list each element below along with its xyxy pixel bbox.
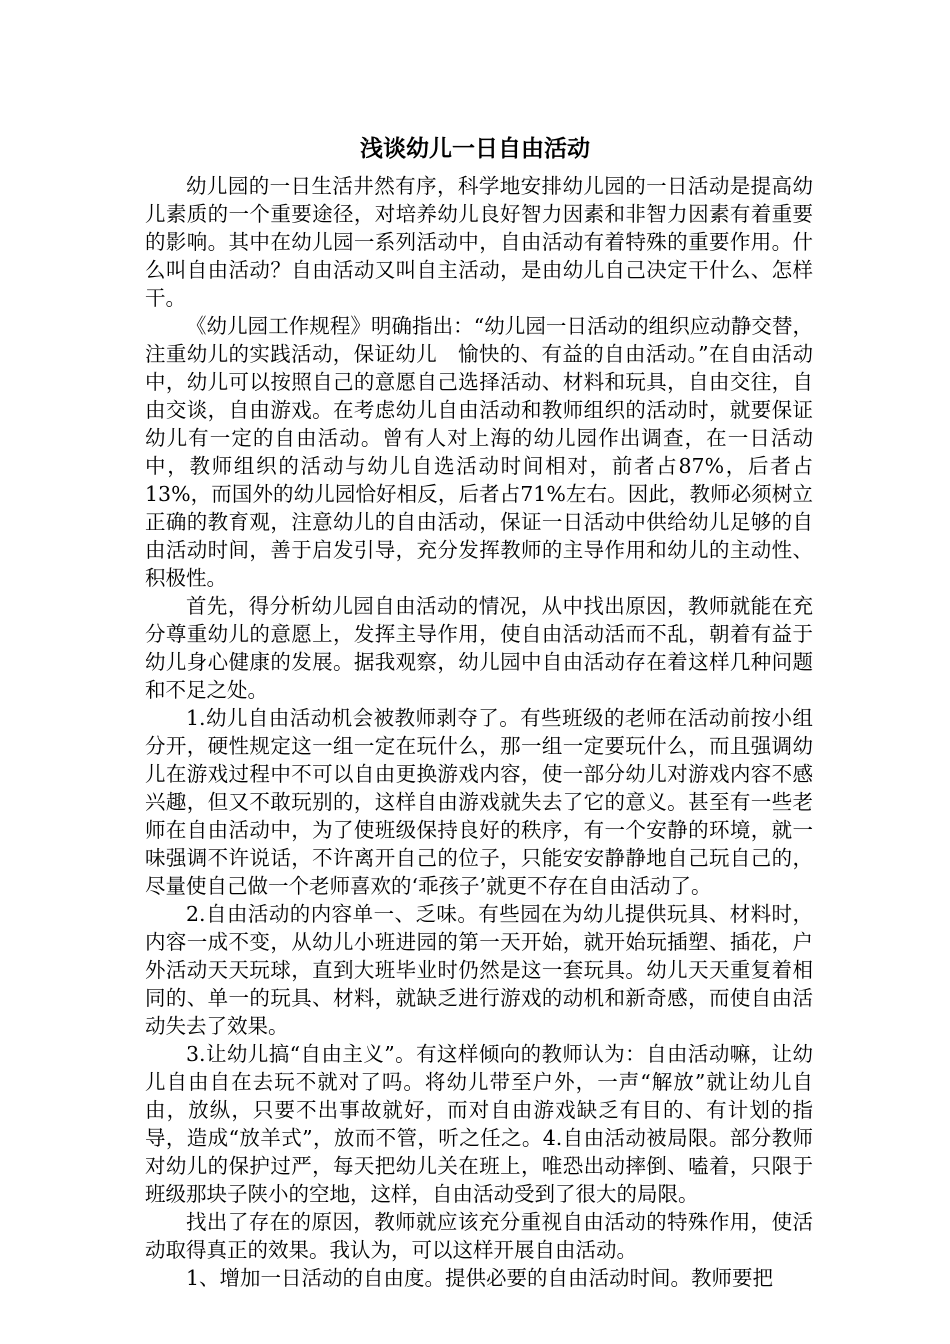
paragraph-regulations: 《幼儿园工作规程》明确指出：“幼儿园一日活动的组织应动静交替，注重幼儿的实践活动，保证幼儿 愉快的、有益的自由活动。”在自由活动中，幼儿可以按照自己的意愿自己选择活动、材料和玩具，自由交往，自由交谈，自由游戏。在考虑幼儿自由活动和教师组织的活动时，就要保证幼儿有一定的自由活动。曾有人对上海的幼儿园作出调查，在一日活动中，教师组织的活动与幼儿自选活动时间相对，前者占87%，后者占13%，而国外的幼儿园恰好相反，后者占71%左右。因此，教师必须树立正确的教育观，注意幼儿的自由活动，保证一日活动中供给幼儿足够的自由活动时间，善于启发引导，充分发挥教师的主导作用和幼儿的主动性、积极性。 <box>145 314 813 590</box>
document-body <box>145 172 813 1292</box>
paragraph-analysis: 首先，得分析幼儿园自由活动的情况，从中找出原因，教师就能在充分尊重幼儿的意愿上，发挥主导作用，使自由活动活而不乱，朝着有益于幼儿身心健康的发展。据我观察，幼儿园中自由活动存在着这样几种问题和不足之处。 <box>145 594 813 702</box>
paragraph-problem-1: 1.幼儿自由活动机会被教师剥夺了。有些班级的老师在活动前按小组分开，硬性规定这一组一定在玩什么，那一组一定要玩什么，而且强调幼儿在游戏过程中不可以自由更换游戏内容，使一部分幼儿对游戏内容不感兴趣，但又不敢玩别的，这样自由游戏就失去了它的意义。甚至有一些老师在自由活动中，为了使班级保持良好的秩序，有一个安静的环境，就一味强调不许说话，不许离开自己的位子，只能安安静静地自己玩自己的，尽量使自己做一个老师喜欢的‘乖孩子’就更不存在自由活动了。 <box>145 706 813 898</box>
paragraph-solution-intro: 找出了存在的原因，教师就应该充分重视自由活动的特殊作用，使活动取得真正的效果。我认为，可以这样开展自由活动。 <box>145 1210 813 1262</box>
paragraph-problem-2: 2.自由活动的内容单一、乏味。有些园在为幼儿提供玩具、材料时，内容一成不变，从幼儿小班进园的第一天开始，就开始玩插塑、插花，户外活动天天玩球，直到大班毕业时仍然是这一套玩具。幼儿天天重复着相同的、单一的玩具、材料，就缺乏进行游戏的动机和新奇感，而使自由活动失去了效果。 <box>145 902 813 1038</box>
paragraph-problem-3-4: 3.让幼儿搞“自由主义”。有这样倾向的教师认为：自由活动嘛，让幼儿自由自在去玩不就对了吗。将幼儿带至户外，一声“解放”就让幼儿自由，放纵，只要不出事故就好，而对自由游戏缺乏有目的、有计划的指导，造成“放羊式”，放而不管，听之任之。4.自由活动被局限。部分教师对幼儿的保护过严，每天把幼儿关在班上，唯恐出动摔倒、嗑着，只限于班级那块子陕小的空地，这样，自由活动受到了很大的局限。 <box>145 1042 813 1206</box>
paragraph-solution-1: 1、增加一日活动的自由度。提供必要的自由活动时间。教师要把 <box>186 1266 774 1290</box>
paragraph-intro: 幼儿园的一日生活井然有序，科学地安排幼儿园的一日活动是提高幼儿素质的一个重要途径，对培养幼儿良好智力因素和非智力因素有着重要的影响。其中在幼儿园一系列活动中，自由活动有着特殊的重要作用。什么叫自由活动？自由活动又叫自主活动，是由幼儿自己决定干什么、怎样干。 <box>145 174 813 310</box>
document-title: 浅谈幼儿一日自由活动 <box>360 136 590 162</box>
